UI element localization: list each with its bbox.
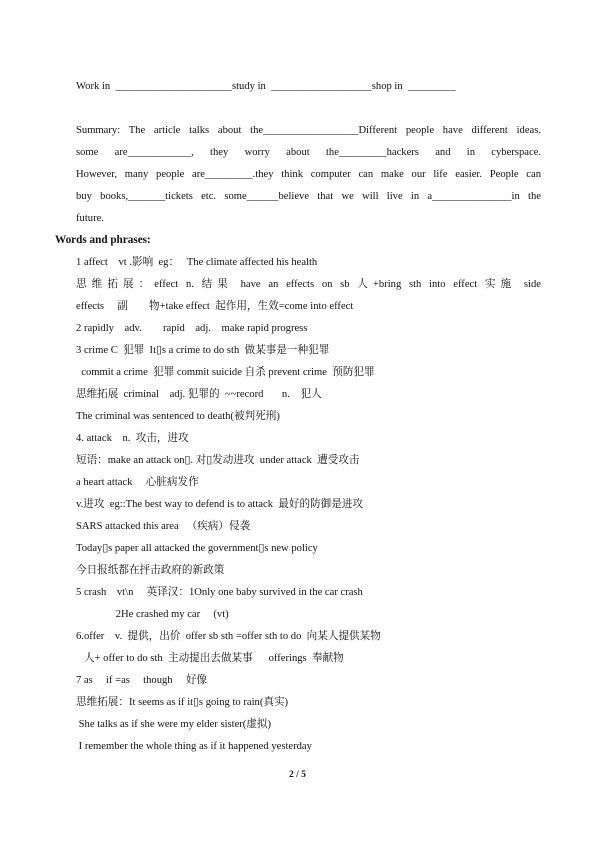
entry-attack-sars: SARS attacked this area （疾病）侵袭 [76,521,251,532]
fill-in-line-places: Work in ______________________study in ___________________shop in _________ [76,81,456,92]
section-heading: Words and phrases: [55,234,151,246]
summary-line-1: Summary: The article talks about the__________________Different people have different ideas. [76,125,541,136]
summary-line-5: future. [76,213,104,224]
entry-crash: 5 crash vt\n 英译汉：1Only one baby survived in the car crash [76,587,363,598]
summary-line-4: buy books,_______tickets etc. some______believe that we will live in a_______________in the [76,191,541,202]
entry-crash-2: 2He crashed my car (vt) [76,609,229,620]
summary-line-3: However, many people are_________.they think computer can make our life easier. People can [76,169,541,180]
entry-crime-phrases: commit a crime 犯罪 commit suicide 自杀 prevent crime 预防犯罪 [76,367,375,378]
page-number: 2 / 5 [289,770,306,780]
entry-offer-2: 人+ offer to do sth 主动提出去做某事 offerings 奉献物 [76,653,344,664]
entry-as-if-example-1: She talks as if she were my elder sister(虚拟) [76,719,272,730]
summary-line-2: some are____________, they worry about the_________hackers and in cyberspace. [76,147,541,158]
entry-rapidly: 2 rapidly adv. rapid adj. make rapid progress [76,323,308,334]
entry-offer: 6.offer v. 提供，出价 offer sb sth =offer sth to do 向某人提供某物 [76,631,381,642]
entry-affect-expansion-2: effects 副 物+take effect 起作用，生效=come into effect [76,301,354,312]
entry-affect: 1 affect vt .影响 eg： The climate affected his health [76,257,318,268]
entry-crime: 3 crime C 犯罪 It▯s a crime to do sth 做某事是一种犯罪 [76,345,330,356]
entry-affect-expansion-1: 思维拓展：effect n. 结果 have an effects on sb 人+bring sth into effect 实施 side [76,279,541,290]
entry-attack-paper-translation: 今日报纸都在抨击政府的新政策 [76,565,225,576]
entry-attack-heart: a heart attack 心脏病发作 [76,477,199,488]
entry-as-if-example-2: I remember the whole thing as if it happened yesterday [76,741,312,752]
entry-attack: 4. attack n. 攻击，进攻 [76,433,189,444]
entry-attack-phrases: 短语：make an attack on▯. 对▯发动进攻 under attack 遭受攻击 [76,455,360,466]
entry-crime-expansion: 思维拓展 criminal adj. 犯罪的 ~~record n. 犯人 [76,389,322,400]
entry-as-if-expansion: 思维拓展：It seems as if it▯s going to rain(真实) [76,697,289,708]
entry-as-if: 7 as if =as though 好像 [76,675,208,686]
entry-attack-verb: v.进攻 eg::The best way to defend is to attack 最好的防御是进攻 [76,499,364,510]
entry-crime-example: The criminal was sentenced to death(被判死刑) [76,411,280,422]
entry-attack-paper: Today▯s paper all attacked the government▯s new policy [76,543,318,554]
